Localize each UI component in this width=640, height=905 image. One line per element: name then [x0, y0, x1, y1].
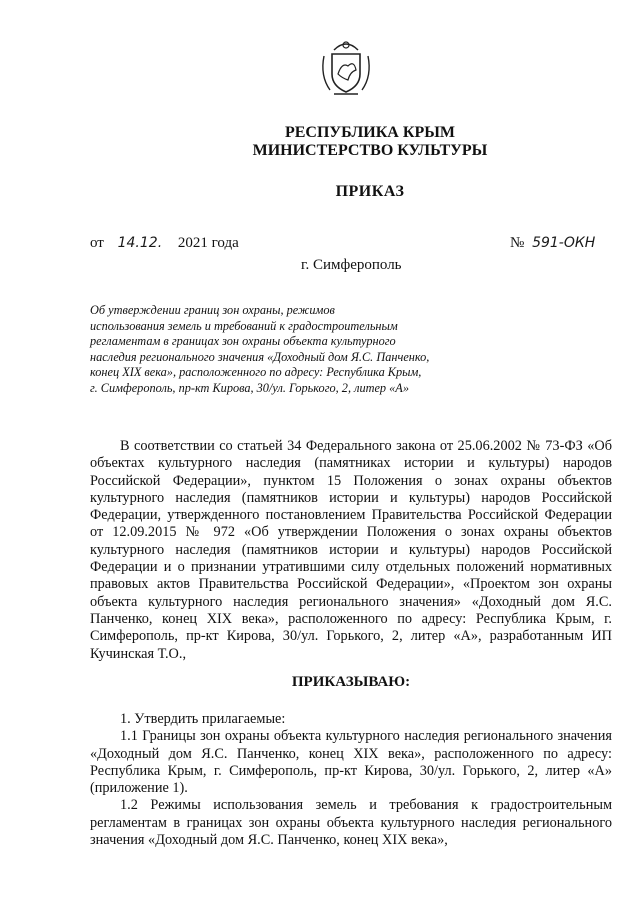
- order-item: 1.1 Границы зон охраны объекта культурного наследия регионального значения «Доходный дом Я.С. Панченко, конец XIX века», расположенного по адресу: Республика Крым, г. Симферополь, пр-кт Кирова, 30/ул. Горького, 2, литер «А» (приложение 1).: [90, 728, 612, 797]
- order-heading: ПРИКАЗЫВАЮ:: [291, 674, 411, 690]
- number-prefix: №: [510, 235, 525, 251]
- org-name-line1: РЕСПУБЛИКА КРЫМ: [284, 124, 456, 141]
- subject-line: использования земель и требований к градостроительным: [90, 318, 398, 333]
- subject-line: регламентам в границах зон охраны объекта культурного: [90, 334, 396, 348]
- subject-line: конец XIX века», расположенного по адресу: Республика Крым,: [90, 365, 422, 379]
- subject-line: г. Симферополь, пр-кт Кирова, 30/ул. Горького, 2, литер «А»: [90, 380, 409, 395]
- number-field: [510, 234, 595, 252]
- date-field: [90, 234, 239, 252]
- preamble-text: В соответствии со статьей 34 Федерального закона от 25.06.2002 № 73-ФЗ «Об объектах культурного наследия (памятниках истории и культуры) народов Российской Федерации», пунктом 15 Положения о зонах охраны объектов культурного наследия (памятников истории и культуры) народов Российской Федерации, утвержденного постановлением Правительства Российской Федерации от 12.09.2015 № 972 «Об утверждении Положения о зонах охраны объектов культурного наследия (памятников истории и культуры) народов Российской Федерации и о признании утратившими силу отдельных положений нормативных правовых актов Правительства Российской Федерации», «Проектом зон охраны объекта культурного наследия регионального значения» «Доходный дом Я.С. Панченко, конец XIX века», расположенного по адресу: Республика Крым, г. Симферополь, пр-кт Кирова, 30/ул. Горького, 2, литер «А», разработанным ИП Кучинская Т.О.,: [90, 438, 612, 662]
- order-item: 1. Утвердить прилагаемые:: [120, 711, 286, 727]
- date-year: 2021 года: [177, 235, 239, 251]
- subject-block: [90, 303, 480, 396]
- order-item: 1.2 Режимы использования земель и требования к градостроительным регламентам в границах зон охраны объекта культурного наследия регионального значения «Доходный дом Я.С. Панченко, конец XIX века»,: [90, 797, 612, 849]
- subject-line: наследия регионального значения «Доходный дом Я.С. Панченко,: [90, 349, 430, 364]
- city: г. Симферополь: [301, 257, 402, 273]
- number-handwritten: 591-ОКН: [532, 235, 596, 251]
- order-items: [90, 711, 612, 849]
- date-prefix: от: [90, 235, 104, 251]
- crimea-coat-of-arms-icon: [318, 36, 374, 98]
- org-name-line2: МИНИСТЕРСТВО КУЛЬТУРЫ: [252, 142, 488, 159]
- document-type: ПРИКАЗ: [335, 183, 405, 200]
- date-handwritten: 14.12.: [117, 235, 163, 251]
- preamble: [90, 438, 612, 663]
- subject-line: Об утверждении границ зон охраны, режимов: [90, 303, 335, 317]
